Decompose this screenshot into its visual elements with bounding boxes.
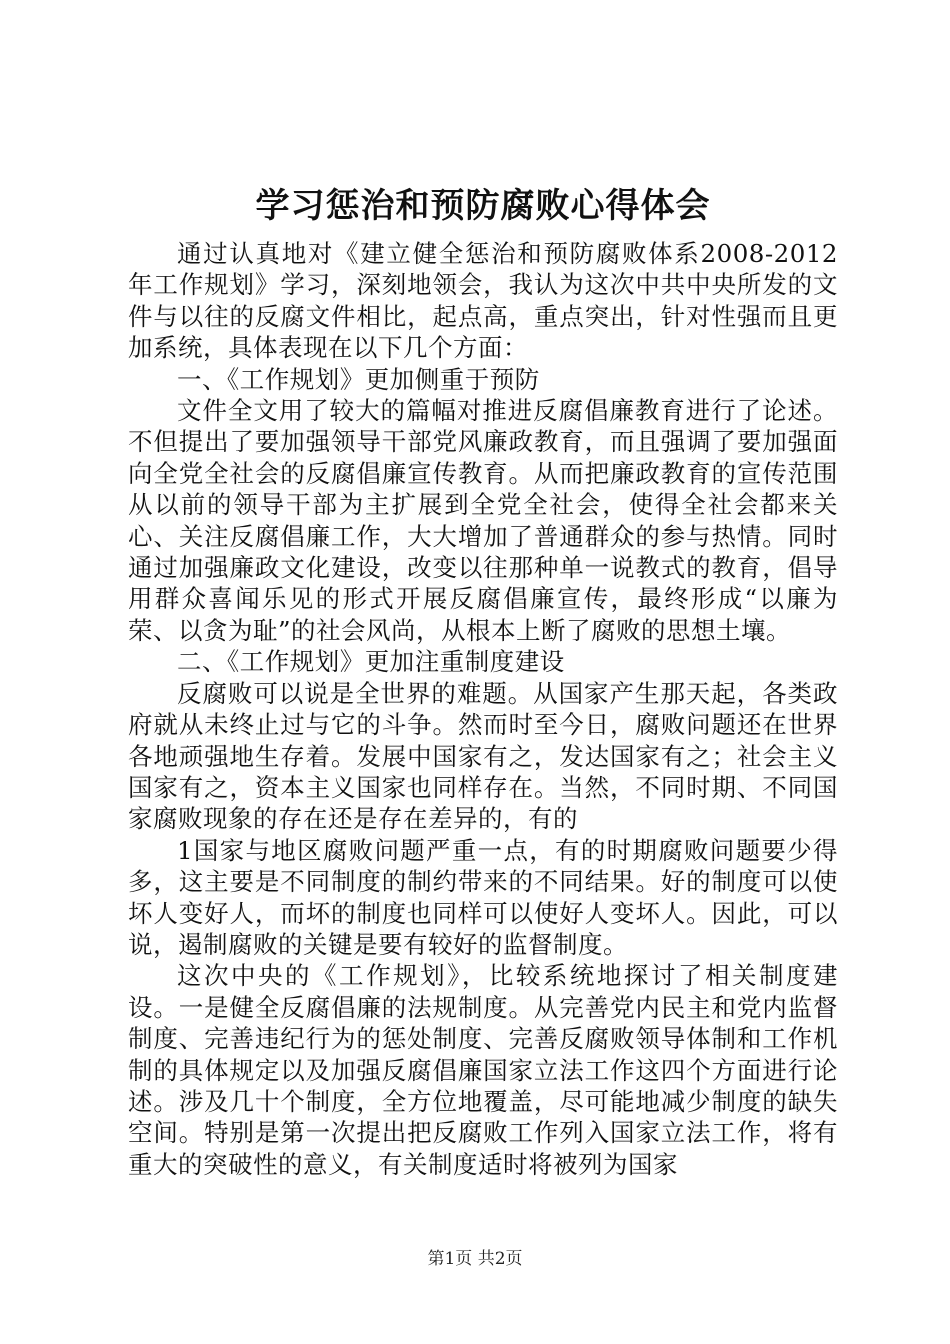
document-title: 学习惩治和预防腐败心得体会 <box>255 186 711 226</box>
paragraph-section-2-a: 反腐败可以说是全世界的难题。从国家产生那天起，各类政府就从未终止过与它的斗争。然而时至今日，腐败问题还在世界各地顽强地生存着。发展中国家有之，发达国家有之；社会主义国家有之，资本主义国家也同样存在。当然，不同时期、不同国家腐败现象的存在还是存在差异的，有的 <box>128 678 838 834</box>
section-heading-2: 二、《工作规划》更加注重制度建设 <box>177 647 565 677</box>
section-heading-1: 一、《工作规划》更加侧重于预防 <box>177 364 540 394</box>
document-page <box>128 178 838 1180</box>
paragraph-section-2-b: 1国家与地区腐败问题严重一点，有的时期腐败问题要少得多，这主要是不同制度的制约带来的不同结果。好的制度可以使坏人变好人，而坏的制度也同样可以使好人变坏人。因此，可以说，遏制腐败的关键是要有较好的监督制度。 <box>128 835 838 959</box>
page-number-footer: 第1页 共2页 <box>427 1249 523 1269</box>
paragraph-intro: 通过认真地对《建立健全惩治和预防腐败体系2008-2012年工作规划》学习，深刻地领会，我认为这次中共中央所发的文件与以往的反腐文件相比，起点高，重点突出，针对性强而且更加系统，具体表现在以下几个方面： <box>128 239 838 363</box>
paragraph-section-1: 文件全文用了较大的篇幅对推进反腐倡廉教育进行了论述。不但提出了要加强领导干部党风廉政教育，而且强调了要加强面向全党全社会的反腐倡廉宣传教育。从而把廉政教育的宣传范围从以前的领导干部为主扩展到全党全社会，使得全社会都来关心、关注反腐倡廉工作，大大增加了普通群众的参与热情。同时通过加强廉政文化建设，改变以往那种单一说教式的教育，倡导用群众喜闻乐见的形式开展反腐倡廉宣传，最终形成“以廉为荣、以贪为耻”的社会风尚，从根本上断了腐败的思想土壤。 <box>128 396 838 645</box>
document-body <box>128 238 838 1180</box>
paragraph-section-2-c: 这次中央的《工作规划》，比较系统地探讨了相关制度建设。一是健全反腐倡廉的法规制度。从完善党内民主和党内监督制度、完善违纪行为的惩处制度、完善反腐败领导体制和工作机制的具体规定以及加强反腐倡廉国家立法工作这四个方面进行论述。涉及几十个制度，全方位地覆盖，尽可能地减少制度的缺失空间。特别是第一次提出把反腐败工作列入国家立法工作，将有重大的突破性的意义，有关制度适时将被列为国家 <box>128 961 838 1179</box>
